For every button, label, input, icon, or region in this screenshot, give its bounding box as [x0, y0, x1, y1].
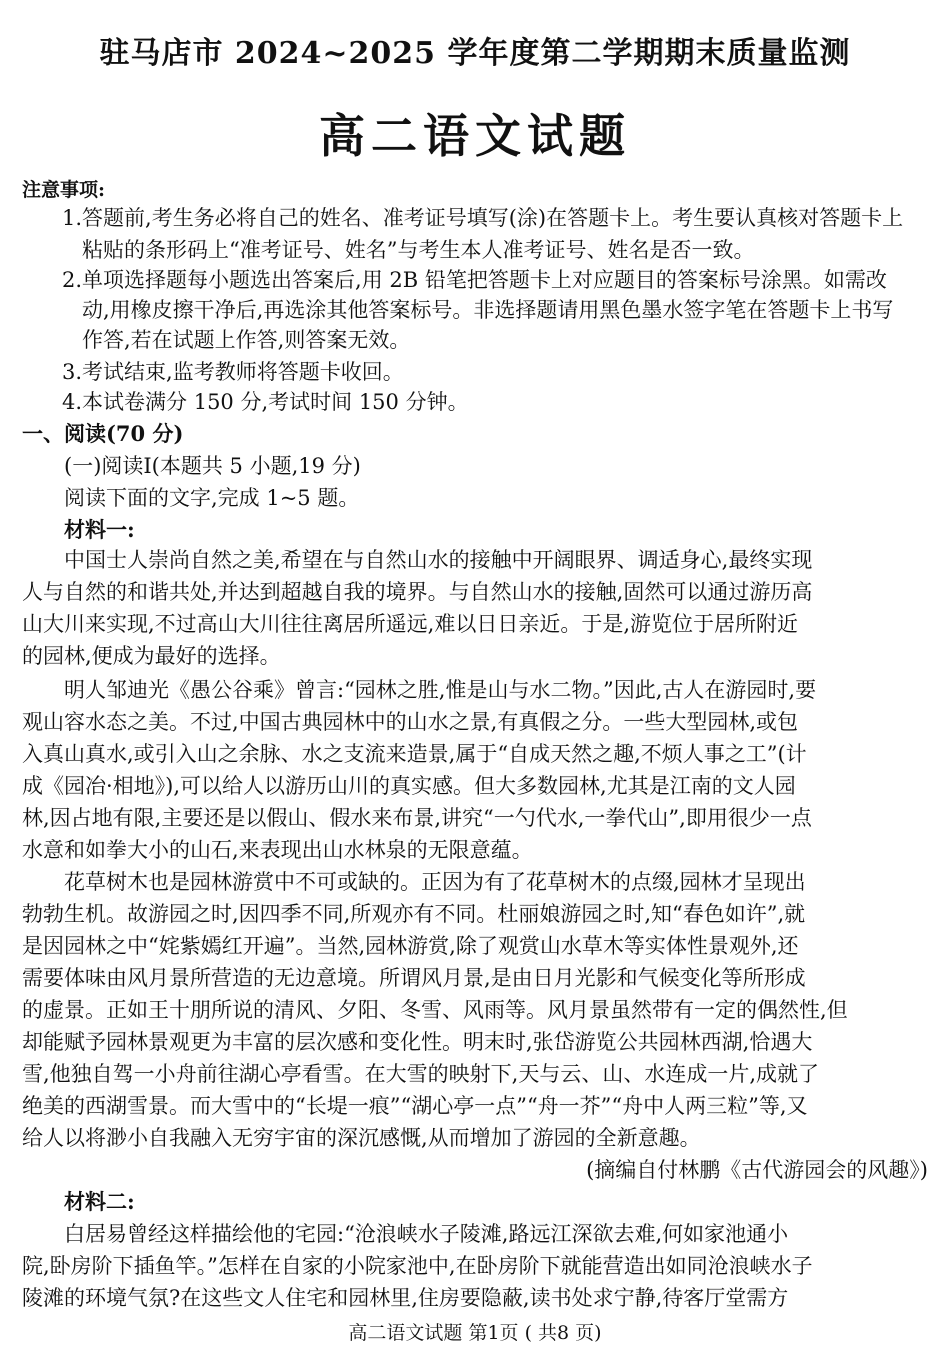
paragraph-line: 花草树木也是园林游赏中不可或缺的。正因为有了花草树木的点缀,园林才呈现出 [64, 870, 806, 894]
paragraph-line: 成《园冶·相地》),可以给人以游历山川的真实感。但大多数园林,尤其是江南的文人园 [22, 774, 796, 798]
instruction: 阅读下面的文字,完成 1~5 题。 [64, 486, 360, 510]
paragraph-line: 是因园林之中“姹紫嫣红开遍”。当然,园林游赏,除了观赏山水草木等实体性景观外,还 [22, 934, 799, 958]
paragraph-line: 绝美的西湖雪景。而大雪中的“长堤一痕”“湖心亭一点”“舟一芥”“舟中人两三粒”等,又 [22, 1094, 808, 1118]
notice-line: 作答,若在试题上作答,则答案无效。 [82, 328, 411, 352]
paragraph-line: 给人以将渺小自我融入无穷宇宙的深沉感慨,从而增加了游园的全新意趣。 [22, 1126, 701, 1150]
paragraph-line: 明人邹迪光《愚公谷乘》曾言:“园林之胜,惟是山与水二物。”因此,古人在游园时,要 [64, 678, 817, 702]
paragraph-line: 入真山真水,或引入山之余脉、水之支流来造景,属于“自成天然之趣,不烦人事之工”(计 [22, 742, 807, 766]
paragraph-line: 勃勃生机。故游园之时,因四季不同,所观亦有不同。杜丽娘游园之时,知“春色如许”,就 [22, 902, 806, 926]
notice-line: 动,用橡皮擦干净后,再选涂其他答案标号。非选择题请用黑色墨水签字笔在答题卡上书写 [82, 298, 894, 322]
paragraph-line: 院,卧房阶下插鱼竿。”怎样在自家的小院家池中,在卧房阶下就能营造出如同沧浪峡水子 [22, 1254, 813, 1278]
exam-title: 驻马店市 2024~2025 学年度第二学期期末质量监测 [99, 36, 851, 71]
paragraph-line: 山大川来实现,不过高山大川往往离居所遥远,难以日日亲近。于是,游览位于居所附近 [22, 612, 799, 636]
paragraph-line: 白居易曾经这样描绘他的宅园:“沧浪峡水子陵滩,路远江深欲去难,何如家池通小 [64, 1222, 789, 1246]
material-1-attribution: (摘编自付林鹏《古代游园会的风趣》) [586, 1158, 928, 1182]
notice-line: 2.单项选择题每小题选出答案后,用 2B 铅笔把答题卡上对应题目的答案标号涂黑。如需改 [62, 268, 887, 292]
paragraph-line: 的虚景。正如王十朋所说的清风、夕阳、冬雪、风雨等。风月景虽然带有一定的偶然性,但 [22, 998, 848, 1022]
paragraph-line: 需要体味由风月景所营造的无边意境。所谓风月景,是由日月光影和气候变化等所形成 [22, 966, 806, 990]
paragraph-line: 却能赋予园林景观更为丰富的层次感和变化性。明末时,张岱游览公共园林西湖,恰遇大 [22, 1030, 813, 1054]
subject-title: 高二语文试题 [319, 109, 631, 163]
paragraph-line: 观山容水态之美。不过,中国古典园林中的山水之景,有真假之分。一些大型园林,或包 [22, 710, 799, 734]
paragraph-line: 林,因占地有限,主要还是以假山、假水来布景,讲究“一勺代水,一拳代山”,即用很少一点 [22, 806, 812, 830]
paragraph-line: 中国士人崇尚自然之美,希望在与自然山水的接触中开阔眼界、调适身心,最终实现 [64, 548, 813, 572]
paragraph-line: 陵滩的环境气氛?在这些文人住宅和园林里,住房要隐蔽,读书处求宁静,待客厅堂需方 [22, 1286, 789, 1310]
paragraph-line: 雪,他独自驾一小舟前往湖心亭看雪。在大雪的映射下,天与云、山、水连成一片,成就了 [22, 1062, 820, 1086]
paragraph-line: 的园林,便成为最好的选择。 [22, 644, 281, 668]
section-title: 一、阅读(70 分) [22, 421, 184, 446]
notice-heading: 注意事项: [22, 179, 106, 201]
material-2-label: 材料二: [64, 1189, 135, 1214]
paragraph-line: 水意和如拳大小的山石,来表现出山水林泉的无限意蕴。 [22, 838, 533, 862]
material-1-label: 材料一: [64, 517, 135, 542]
page-footer: 高二语文试题 第1页 ( 共8 页) [348, 1322, 602, 1344]
notice-line: 3.考试结束,监考教师将答题卡收回。 [62, 360, 404, 384]
paragraph-line: 人与自然的和谐共处,并达到超越自我的境界。与自然山水的接触,固然可以通过游历高 [22, 580, 813, 604]
part-title: (一)阅读Ⅰ(本题共 5 小题,19 分) [64, 454, 361, 478]
notice-line: 4.本试卷满分 150 分,考试时间 150 分钟。 [62, 390, 469, 414]
notice-line: 1.答题前,考生务必将自己的姓名、准考证号填写(涂)在答题卡上。考生要认真核对答题卡上 [62, 206, 904, 230]
notice-line: 粘贴的条形码上“准考证号、姓名”与考生本人准考证号、姓名是否一致。 [82, 238, 755, 262]
